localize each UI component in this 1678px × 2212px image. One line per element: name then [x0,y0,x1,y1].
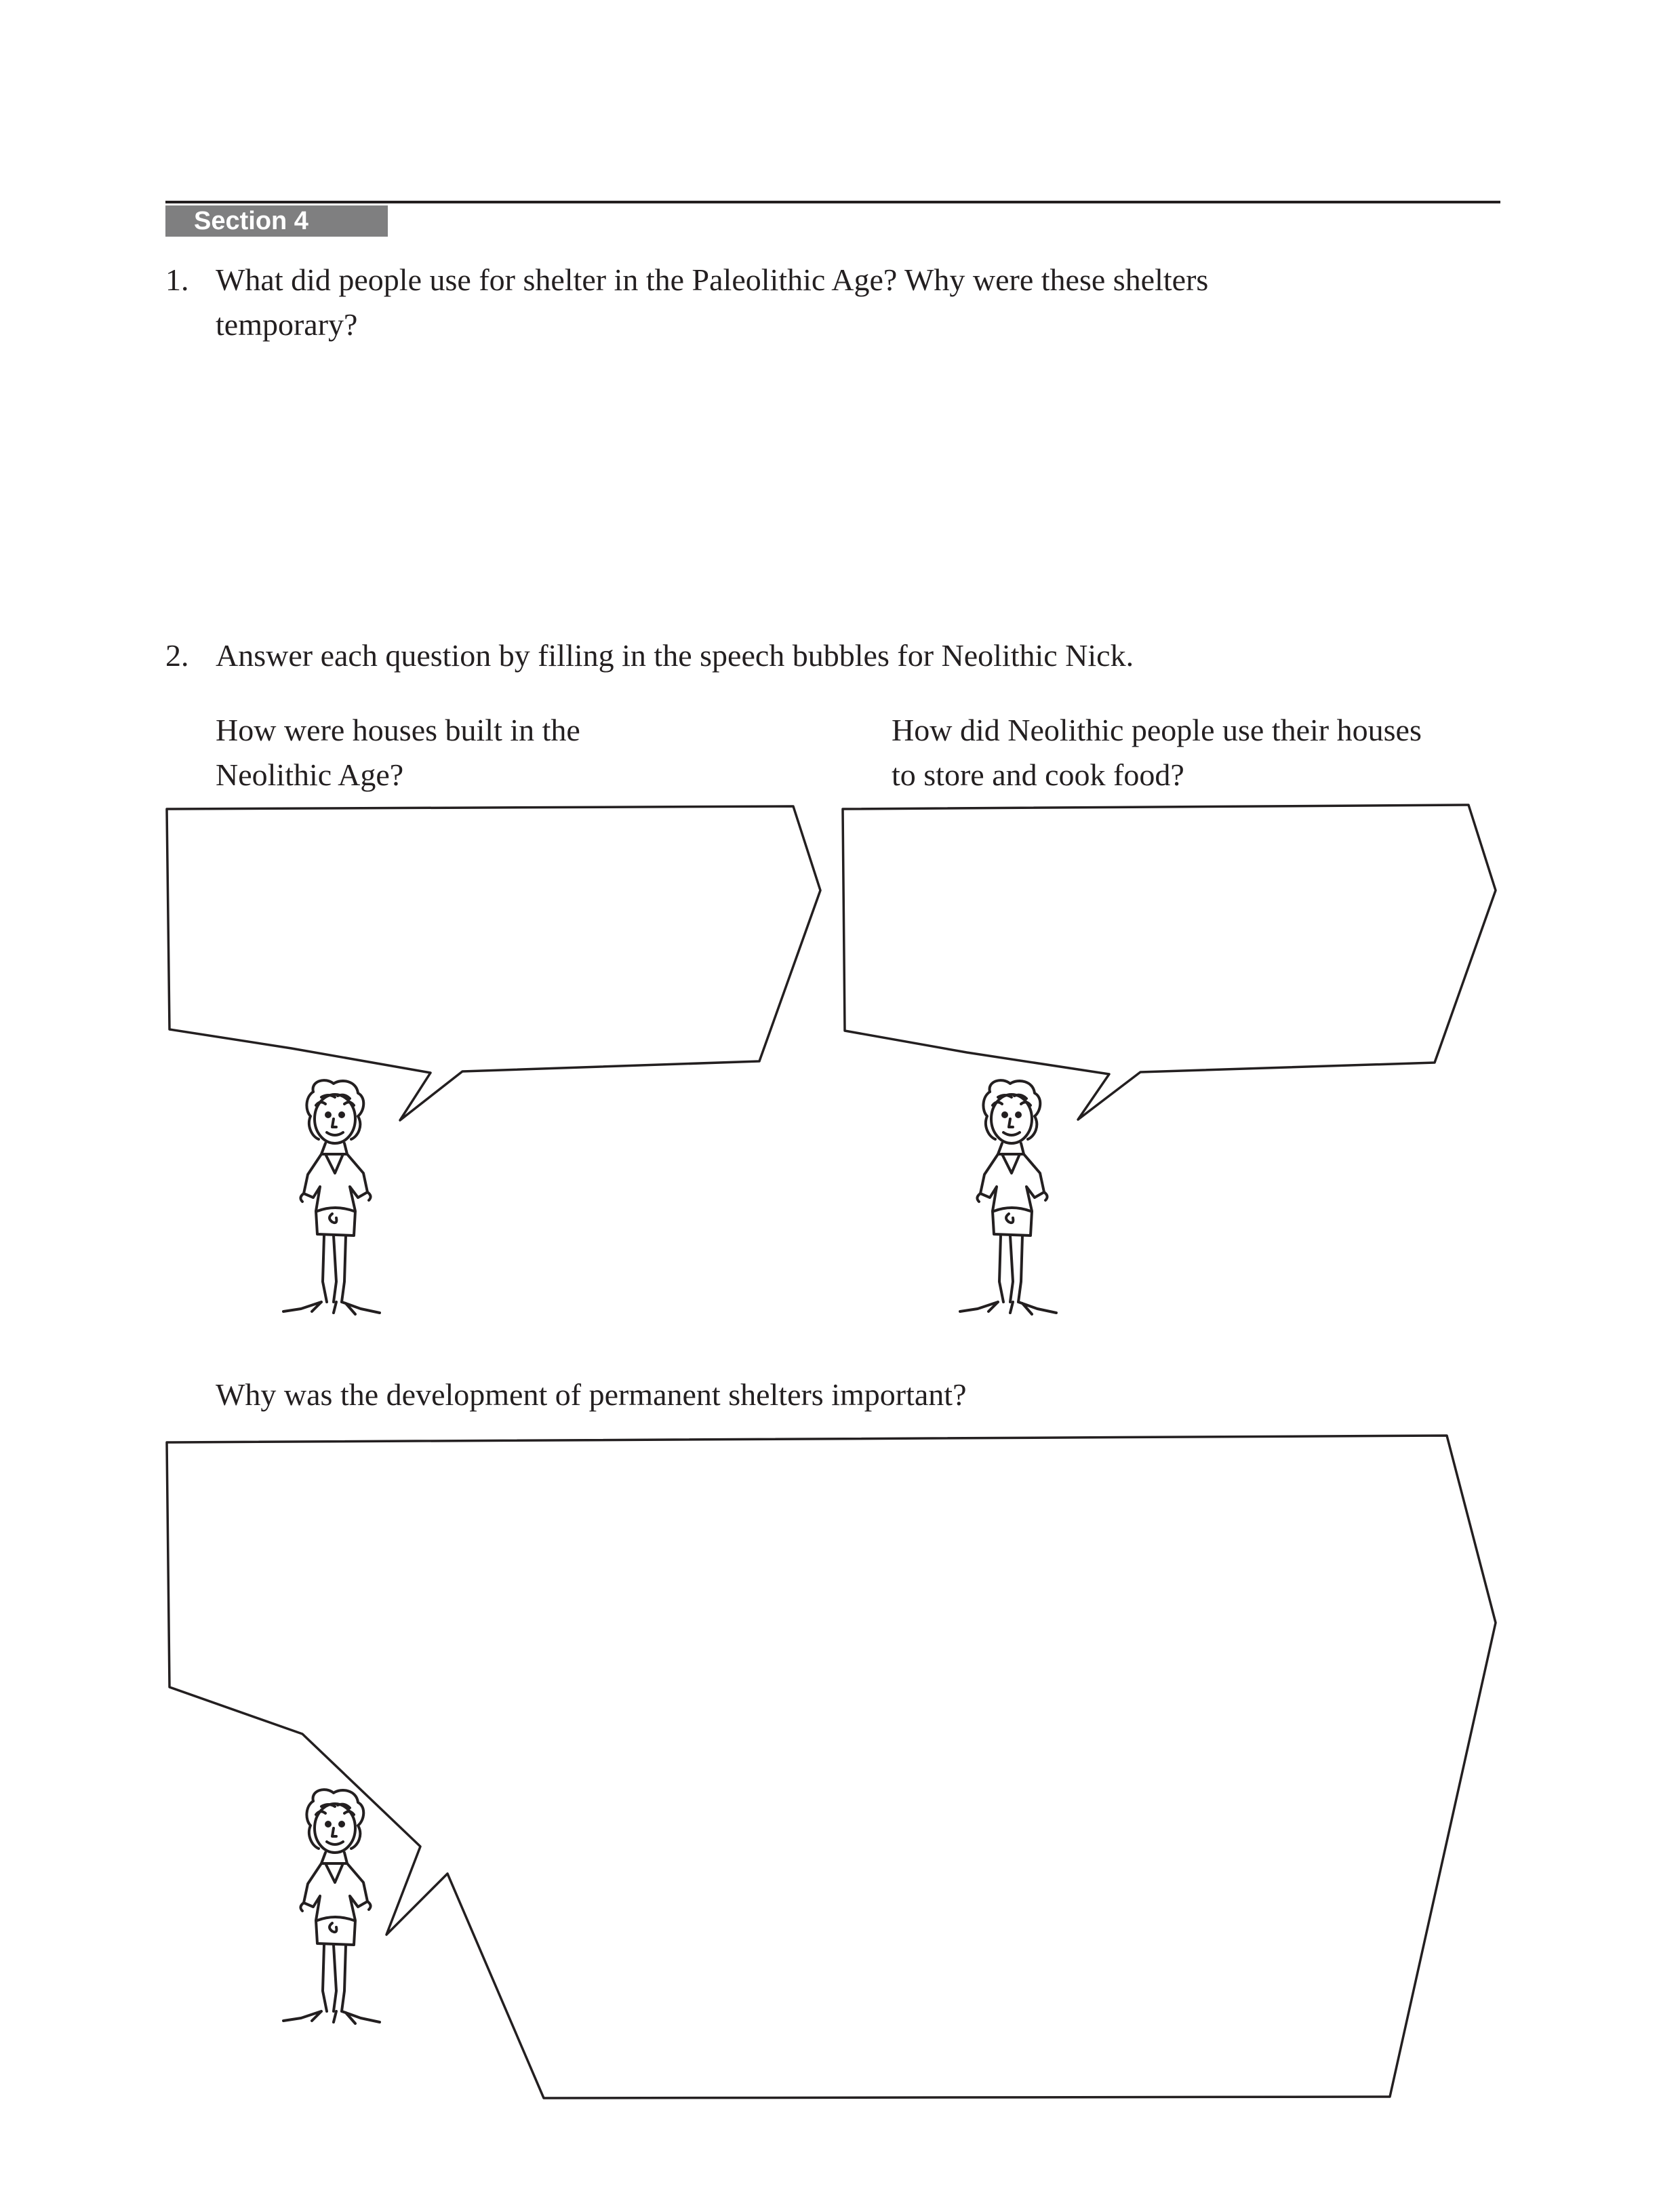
bubble-1-prompt-line-2: Neolithic Age? [216,757,404,792]
question-1-number: 1. [165,262,189,297]
bubble-2-prompt-line-2: to store and cook food? [892,757,1184,792]
question-1-line-1: What did people use for shelter in the Paleolithic Age? Why were these shelters [216,262,1209,297]
caveman-figure-icon [271,1078,400,1329]
question-2-text: Answer each question by filling in the speech bubbles for Neolithic Nick. [216,638,1134,673]
bubble-3-prompt: Why was the development of permanent shelters important? [216,1377,967,1412]
question-1-line-2: temporary? [216,307,358,342]
speech-bubble-1[interactable] [167,806,820,1120]
caveman-figure-icon [948,1078,1077,1329]
bubble-2-prompt-line-1: How did Neolithic people use their houses [892,713,1422,747]
bubble-1-prompt-line-1: How were houses built in the [216,713,580,747]
caveman-figure-icon [271,1788,400,2038]
question-2-number: 2. [165,638,189,673]
speech-bubble-2[interactable] [843,805,1496,1120]
section-tag: Section 4 [165,205,388,237]
